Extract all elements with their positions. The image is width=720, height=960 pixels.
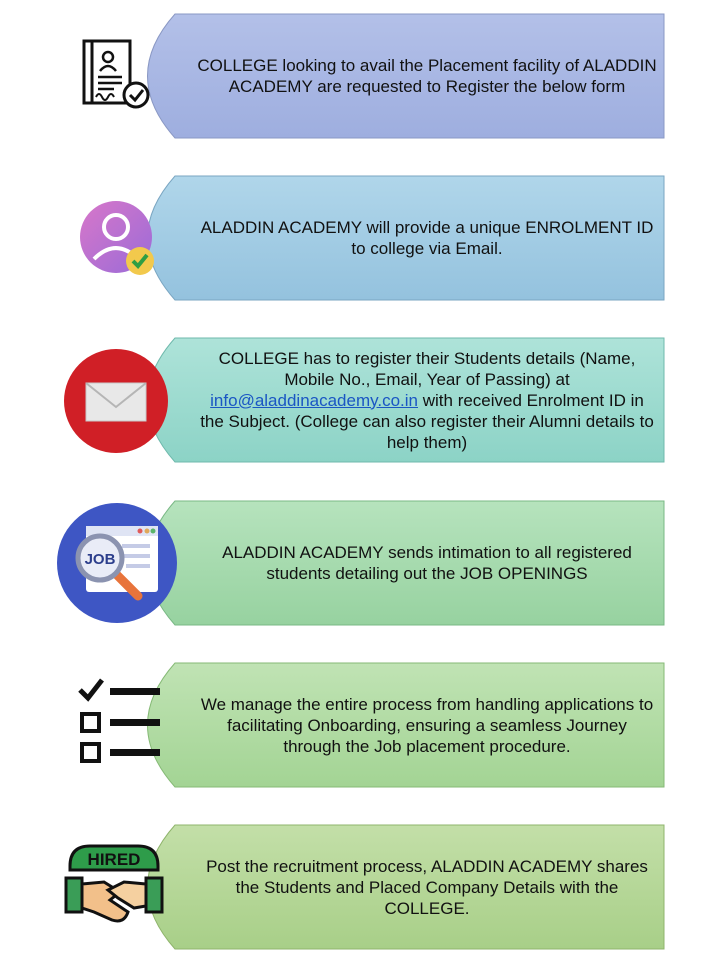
step-4-text: ALADDIN ACADEMY sends intimation to all registered students detailing out the JOB OPENINGS (222, 543, 632, 583)
checklist-icon (74, 676, 164, 772)
step-1-text: COLLEGE looking to avail the Placement facility of ALADDIN ACADEMY are requested to Register the below form (197, 56, 657, 96)
job-search-icon (56, 502, 178, 624)
step-2 (0, 175, 720, 301)
step-6-text: Post the recruitment process, ALADDIN ACADEMY shares the Students and Placed Company Details with the COLLEGE. (206, 856, 648, 918)
email-link[interactable]: info@aladdinacademy.co.in (210, 390, 418, 410)
step-2-text: ALADDIN ACADEMY will provide a unique ENROLMENT ID to college via Email. (200, 218, 654, 258)
step-5 (0, 662, 720, 788)
step-5-text: We manage the entire process from handling applications to facilitating Onboarding, ensuring a seamless Journey through the Job placement procedure. (200, 694, 654, 756)
step-3 (0, 337, 720, 463)
step-1 (0, 13, 720, 139)
svg-text:HIRED: HIRED (87, 850, 141, 869)
step-3-text (196, 337, 658, 463)
svg-text:JOB: JOB (84, 551, 116, 568)
mail-icon (62, 347, 170, 455)
step-4 (0, 500, 720, 626)
step-3-text-after: with received Enrolment ID in the Subject. (College can also register their Alumni details to help them) (200, 390, 654, 452)
hired-handshake-icon (64, 838, 164, 938)
registration-form-icon (74, 35, 158, 119)
user-verified-icon (76, 197, 162, 283)
step-3-text-before: COLLEGE has to register their Students details (Name, Mobile No., Email, Year of Passing) at (218, 348, 636, 389)
step-6 (0, 824, 720, 950)
